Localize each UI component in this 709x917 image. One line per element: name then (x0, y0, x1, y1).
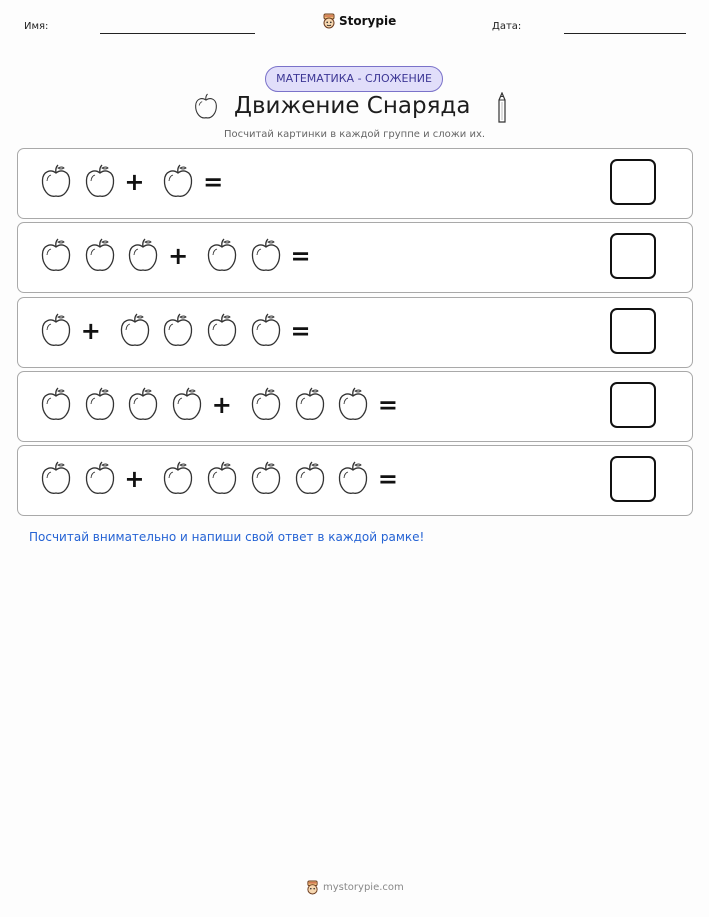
footer (306, 880, 404, 895)
problem-row (17, 297, 693, 368)
apple-icon (83, 164, 117, 200)
storypie-logo-icon (322, 13, 336, 29)
apple-icon (39, 387, 73, 423)
apple-icon (126, 387, 160, 423)
apple-icon (293, 387, 327, 423)
storypie-logo-icon (306, 880, 319, 895)
apple-icon (161, 164, 195, 200)
apple-icon (161, 461, 195, 497)
apple-icon (249, 461, 283, 497)
plus-sign: + (124, 168, 145, 196)
brand-logo (322, 13, 396, 29)
plus-sign: + (211, 390, 232, 419)
answer-box[interactable] (610, 308, 656, 354)
answer-box[interactable] (610, 233, 656, 279)
worksheet-header (0, 0, 709, 50)
apple-icon (249, 238, 283, 274)
footer-note: Посчитай внимательно и напиши свой ответ в каждой рамке! (29, 530, 425, 544)
equals-sign: = (203, 168, 224, 196)
plus-sign: + (124, 465, 145, 494)
footer-url: mystorypie.com (323, 882, 404, 893)
answer-box[interactable] (610, 382, 656, 428)
apple-icon (249, 313, 283, 349)
apple-icon (39, 164, 73, 200)
name-line (100, 33, 255, 34)
problem-row (17, 148, 693, 219)
problem-row (17, 445, 693, 516)
plus-sign: + (80, 316, 101, 345)
title-row (0, 92, 709, 126)
equals-sign: = (290, 316, 311, 345)
name-label: Имя: (24, 21, 49, 32)
date-line (564, 33, 686, 34)
apple-icon (39, 461, 73, 497)
apple-icon (161, 313, 195, 349)
equals-sign: = (290, 242, 311, 271)
apple-icon (118, 313, 152, 349)
apple-icon (336, 387, 370, 423)
apple-icon (126, 238, 160, 274)
apple-icon (170, 387, 204, 423)
problem-row (17, 371, 693, 442)
equals-sign: = (377, 465, 398, 494)
answer-box[interactable] (610, 456, 656, 502)
instructions: Посчитай картинки в каждой группе и сложи их. (223, 129, 486, 140)
page-title: Движение Снаряда (234, 93, 471, 119)
apple-icon (39, 238, 73, 274)
apple-icon (83, 238, 117, 274)
apple-icon (336, 461, 370, 497)
date-label: Дата: (492, 21, 522, 32)
problem-row (17, 222, 693, 293)
apple-icon (83, 387, 117, 423)
equals-sign: = (377, 390, 398, 419)
answer-box[interactable] (610, 159, 656, 205)
apple-icon (39, 313, 73, 349)
subject-badge: МАТЕМАТИКА - СЛОЖЕНИЕ (265, 66, 443, 92)
apple-icon (205, 461, 239, 497)
apple-icon (83, 461, 117, 497)
apple-icon (193, 93, 219, 121)
pencil-icon (496, 92, 508, 124)
plus-sign: + (168, 242, 189, 271)
brand-name: Storypie (339, 14, 397, 28)
apple-icon (249, 387, 283, 423)
apple-icon (293, 461, 327, 497)
apple-icon (205, 238, 239, 274)
apple-icon (205, 313, 239, 349)
